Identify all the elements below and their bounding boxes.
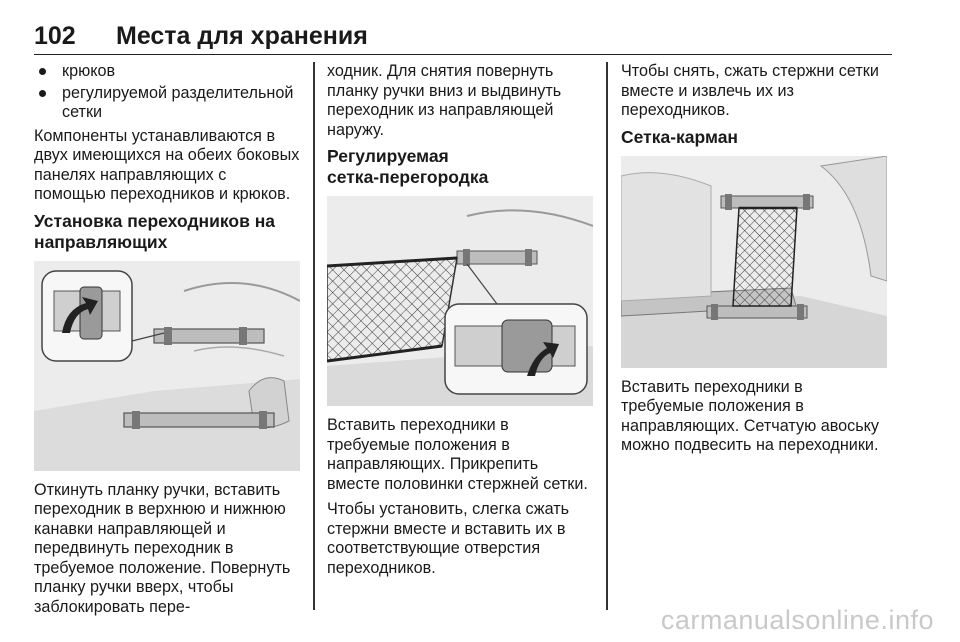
column-divider: [606, 62, 608, 610]
column-1: [34, 62, 300, 623]
paragraph: ходник. Для снятия повернуть планку ручки вниз и выдвинуть переходник из направляющей наружу.: [327, 62, 562, 139]
column-divider: [313, 62, 315, 610]
column-2: [327, 62, 593, 584]
bullet-list: [34, 62, 300, 123]
paragraph: Чтобы установить, слегка сжать стержни вместе и вставить их в соответствующие отверстия переходников.: [327, 500, 570, 577]
bullet-icon: [39, 90, 46, 97]
column-3: [621, 62, 887, 462]
page-header: [34, 22, 892, 55]
list-item: регулируемой разделительной сетки: [34, 84, 300, 123]
illustration-net-pocket: [621, 156, 887, 368]
paragraph: Чтобы снять, сжать стержни сетки вместе и извлечь их из переходников.: [621, 62, 879, 119]
bullet-icon: [39, 68, 46, 75]
section-heading: Регулируемая сетка-перегородка: [327, 146, 489, 187]
illustration-partition-net: [327, 196, 593, 406]
paragraph: Вставить переходники в требуемые положения в направляющих. Сетчатую авоську можно подвесить на переходники.: [621, 377, 880, 454]
watermark: carmanualsonline.info: [660, 605, 934, 635]
paragraph: Откинуть планку ручки, вставить переходник в верхнюю и нижнюю канавки направляющей и передвинуть переходник в требуемое положение. Повернуть планку ручки вверх, чтобы заблокировать пере-: [34, 480, 291, 616]
paragraph: Вставить переходники в требуемые положения в направляющих. Прикрепить вместе половинки стержней сетки.: [327, 416, 588, 493]
paragraph: Компоненты устанавливаются в двух имеющихся на обеих боковых панелях направляющих с помощью переходников и крюков.: [34, 126, 300, 203]
section-heading: Сетка-карман: [621, 126, 738, 147]
page-number: 102: [34, 22, 76, 50]
list-item: крюков: [34, 62, 300, 82]
section-heading: Установка переходников на направляющих: [34, 210, 276, 252]
page-title: Места для хранения: [116, 22, 368, 50]
illustration-adapter-install: [34, 261, 300, 471]
